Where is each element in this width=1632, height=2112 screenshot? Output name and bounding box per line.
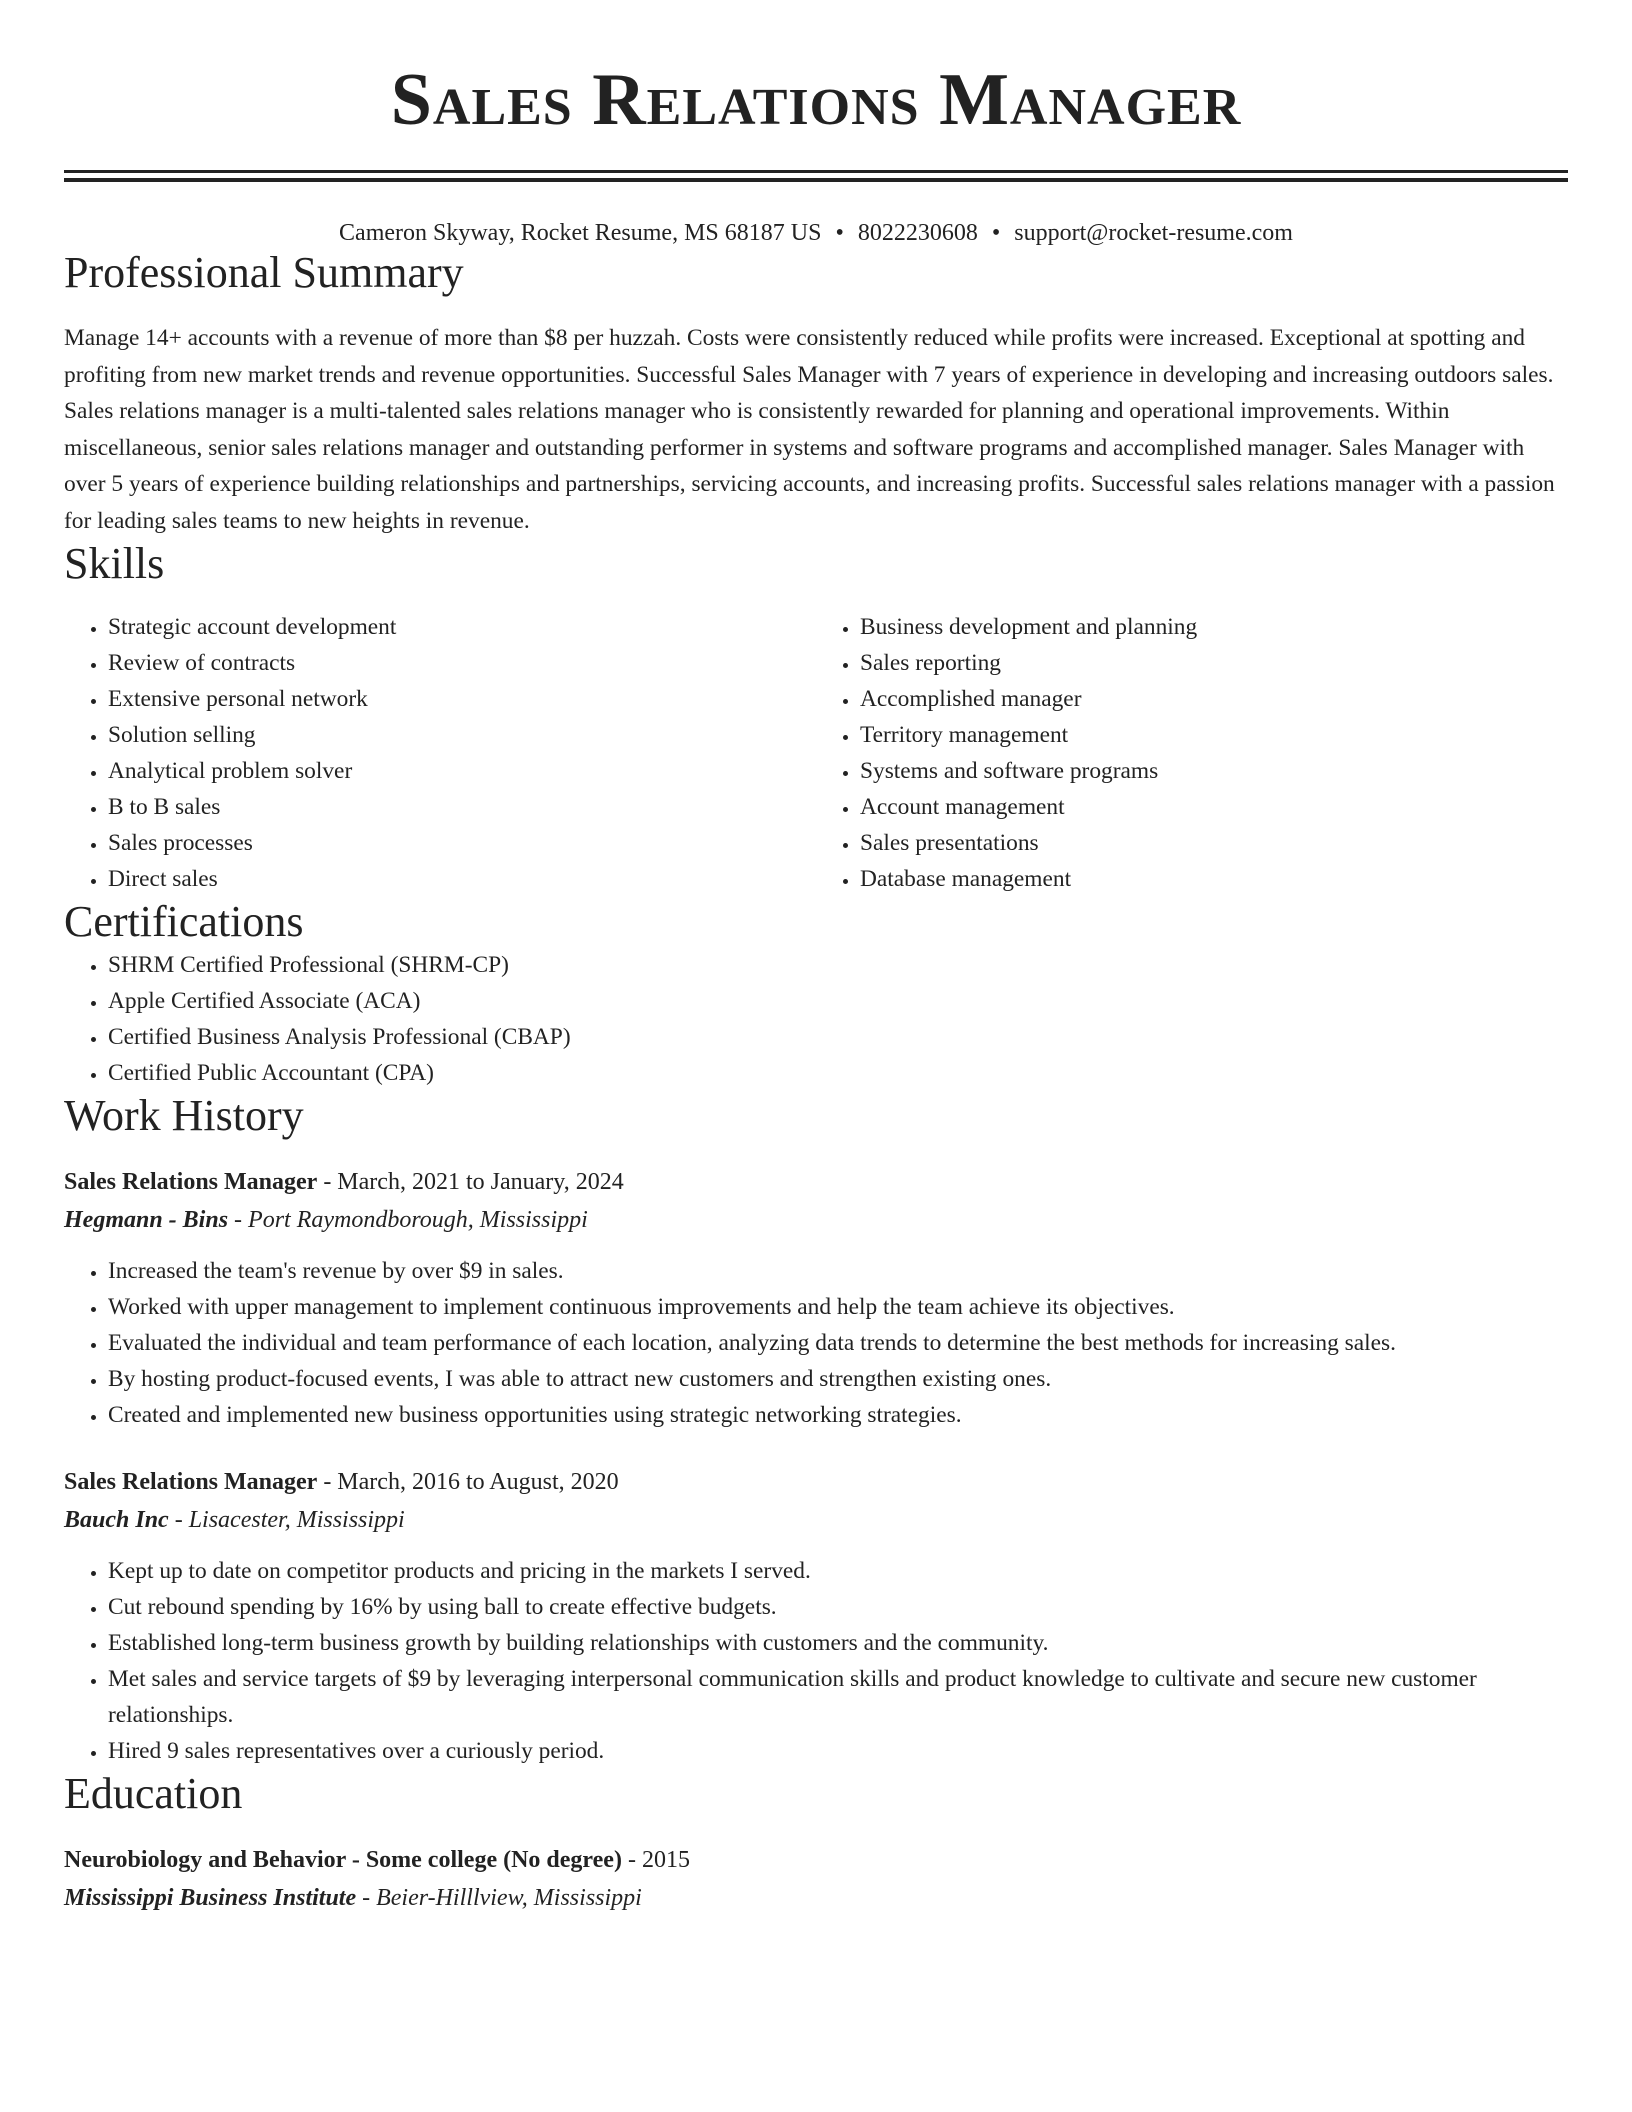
skill-item: • Solution selling: [108, 717, 816, 753]
education-entry: [64, 1841, 1568, 1917]
skill-item: • Sales presentations: [860, 825, 1568, 861]
job-entry: [64, 1163, 1568, 1433]
contact-email: support@rocket-resume.com: [1014, 220, 1293, 246]
job-bullet: • Established long-term business growth by building relationships with customers and the community.: [108, 1625, 1568, 1661]
education-school: Mississippi Business Institute: [64, 1885, 357, 1911]
skill-item: • B to B sales: [108, 789, 816, 825]
education-heading: Education: [64, 1769, 243, 1818]
job-title-line: [64, 1163, 1568, 1201]
job-bullet: • Created and implemented new business opportunities using strategic networking strategies.: [108, 1397, 1568, 1433]
job-company-line: [64, 1501, 1568, 1539]
skills-list-left: [64, 609, 816, 897]
skill-item: • Review of contracts: [108, 645, 816, 681]
certification-item: • SHRM Certified Professional (SHRM-CP): [108, 947, 1568, 983]
skill-item: • Account management: [860, 789, 1568, 825]
job-bullet: • By hosting product-focused events, I was able to attract new customers and strengthen existing ones.: [108, 1361, 1568, 1397]
skill-item: • Analytical problem solver: [108, 753, 816, 789]
certification-item: • Certified Public Accountant (CPA): [108, 1055, 1568, 1091]
certifications-list: [64, 947, 1568, 1091]
contact-address: Cameron Skyway, Rocket Resume, MS 68187 US: [339, 220, 822, 246]
work-history-heading: Work History: [64, 1091, 304, 1140]
skill-item: • Direct sales: [108, 861, 816, 897]
job-bullet: • Kept up to date on competitor products and pricing in the markets I served.: [108, 1553, 1568, 1589]
education-location: - Beier-Hilllview, Mississippi: [356, 1885, 642, 1911]
skills-columns: [64, 609, 1568, 897]
skill-item: • Territory management: [860, 717, 1568, 753]
contact-separator: •: [835, 220, 844, 246]
resume-title: Sales Relations Manager: [390, 59, 1242, 141]
summary-heading: Professional Summary: [64, 248, 464, 297]
skill-item: • Accomplished manager: [860, 681, 1568, 717]
certifications-heading: Certifications: [64, 897, 304, 946]
skills-heading: Skills: [64, 539, 165, 588]
job-bullets: [64, 1253, 1568, 1433]
job-entry: [64, 1463, 1568, 1769]
skill-item: • Database management: [860, 861, 1568, 897]
job-bullet: • Hired 9 sales representatives over a curiously period.: [108, 1733, 1568, 1769]
skill-item: • Strategic account development: [108, 609, 816, 645]
job-location: - Port Raymondborough, Mississippi: [228, 1207, 588, 1233]
job-bullet: • Cut rebound spending by 16% by using ball to create effective budgets.: [108, 1589, 1568, 1625]
summary-text: Manage 14+ accounts with a revenue of more than $8 per huzzah. Costs were consistently reduced while profits were increased. Exceptional at spotting and profiting from new market trends and revenue opportunities. Successful Sales Manager with 7 years of experience in developing and increasing outdoors sales. Sales relations manager is a multi-talented sales relations manager who is consistently rewarded for planning and operational improvements. Within miscellaneous, senior sales relations manager and outstanding performer in systems and software programs and accomplished manager. Sales Manager with over 5 years of experience building relationships and partnerships, servicing accounts, and increasing profits. Successful sales relations manager with a passion for leading sales teams to new heights in revenue.: [64, 325, 1555, 534]
job-dates: - March, 2021 to January, 2024: [317, 1169, 624, 1195]
education-school-line: [64, 1879, 1568, 1917]
contact-separator: •: [991, 220, 1001, 246]
job-bullet: • Increased the team's revenue by over $9 in sales.: [108, 1253, 1568, 1289]
job-bullets: [64, 1553, 1568, 1769]
skills-list-right: [816, 609, 1568, 897]
certification-item: • Apple Certified Associate (ACA): [108, 983, 1568, 1019]
job-dates: - March, 2016 to August, 2020: [317, 1469, 619, 1495]
title-divider: [64, 170, 1568, 182]
skill-item: • Sales processes: [108, 825, 816, 861]
education-degree: Neurobiology and Behavior - Some college (No degree): [64, 1847, 622, 1873]
job-bullet: • Evaluated the individual and team performance of each location, analyzing data trends to determine the best methods for increasing sales.: [108, 1325, 1568, 1361]
job-title: Sales Relations Manager: [64, 1169, 318, 1195]
job-title-line: [64, 1463, 1568, 1501]
skill-item: • Business development and planning: [860, 609, 1568, 645]
job-company: Hegmann - Bins: [64, 1207, 229, 1233]
job-company: Bauch Inc: [64, 1507, 169, 1533]
job-bullet: • Worked with upper management to implement continuous improvements and help the team achieve its objectives.: [108, 1289, 1568, 1325]
education-year: - 2015: [621, 1847, 690, 1873]
skill-item: • Extensive personal network: [108, 681, 816, 717]
job-title: Sales Relations Manager: [64, 1469, 318, 1495]
contact-line: [64, 218, 1568, 248]
skill-item: • Systems and software programs: [860, 753, 1568, 789]
job-bullet: • Met sales and service targets of $9 by leveraging interpersonal communication skills and product knowledge to cultivate and secure new customer relationships.: [108, 1661, 1568, 1733]
contact-phone: 8022230608: [857, 220, 978, 246]
job-company-line: [64, 1201, 1568, 1239]
certification-item: • Certified Business Analysis Professional (CBAP): [108, 1019, 1568, 1055]
education-degree-line: [64, 1841, 1568, 1879]
skill-item: • Sales reporting: [860, 645, 1568, 681]
job-location: - Lisacester, Mississippi: [168, 1507, 405, 1533]
